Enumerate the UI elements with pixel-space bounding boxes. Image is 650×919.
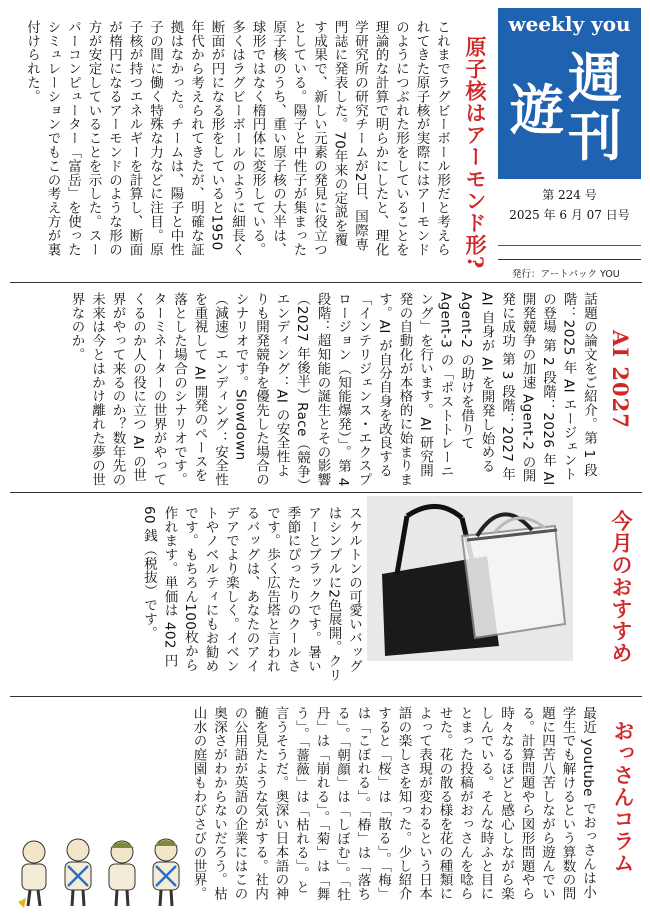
column-title: おっさんコラム <box>611 720 636 874</box>
recommend-body: スケルトンの可愛いバッグはシンプルに2色展開。クリアーとブラックです。暑い季節にぴったりのクールさです。歩く広告塔と言われるバッグは、あなたのアイデアでより楽しく。イベントやノベルティにもお勧めです。もちろん100枚から作れます。単価は 402 円 60 銭（税抜）です。 <box>141 506 362 682</box>
divider-3 <box>10 696 642 697</box>
ai2027-title: AI 2027 <box>608 330 633 429</box>
masthead-brand: weekly you <box>508 12 631 36</box>
nucleus-title: 原子核はアーモンド形? <box>463 36 488 270</box>
mascot-4 <box>153 839 179 906</box>
publisher-rule <box>498 259 641 260</box>
divider-1 <box>10 282 642 283</box>
mascot-3 <box>109 841 135 906</box>
masthead-kanji-3: 遊 <box>510 78 564 142</box>
recommend-title: 今月のおすすめ <box>609 510 634 664</box>
divider-2 <box>10 492 642 493</box>
mascot-2 <box>65 839 91 906</box>
masthead-kanji-2: 刊 <box>568 104 622 168</box>
issue-number: 第 224 号 <box>542 188 597 202</box>
issue-box <box>498 179 641 245</box>
publisher: 発行：アートパック YOU <box>512 269 620 280</box>
masthead-kanji-1: 週 <box>568 46 622 110</box>
column-body: 最近 youtube でおっさんは小学生でも解けるという算数の問題に四苦八苦しながら遊んでいる。計算問題やら図形問題やら時々なるほどと感心しながら楽しんでいる。そんな時ふと目にとまった投稿がおっさんを唸らせた。花の散る様を花の種類によって表現が変わるという日本語の楽しさを知った。少し紹介すると「桜」は「散る」。「梅」は「こぼれる」。「椿」は「落ちる」。「朝顔」は「しぼむ」。「牡丹」は「崩れる」。「菊」は「舞う」。「薔薇」は「枯れる」。と言うそうだ。奥深い日本語の神髄を見たような気がする。社内の公用語が英語の企業にはこの奥深さがわからないだろう。枯山水の庭園もわびさびの世界。 <box>190 706 596 902</box>
issue-date: 2025 年 6 月 07 日号 <box>509 208 630 222</box>
bag-photo-icon <box>367 496 573 661</box>
mascot-1 <box>18 841 46 908</box>
nucleus-body: これまでラグビーボール形だと考えられてきた原子核が実際にはアーモンドのようにつぶれた形をしていることを理論的な計算で明らかにしたと、理化学研究所の研究チームが2日、国際専門誌に発表した。70年来の定説を覆す成果で、新しい元素の発見に役立つとしている。陽子と中性子が集まった原子核のうち、重い原子核の大半は、球形ではなく楕円体に変形している。多くはラグビーボールのように細長く断面が円になる形をしていると1950年代から考えられてきたが、明確な証拠はなかった。チームは、陽子と中性子の間に働く特殊な力などに注目。原子核が持つエネルギーを計算し、断面が楕円になるアーモンドのような形の方が安定していることを示した。スーパーコンピューター「富岳」を使ったシミュレーションでもこの考え方が裏付けられた。 <box>24 20 450 257</box>
masthead <box>498 8 641 246</box>
ai2027-body: 話題の論文をご紹介。第 1 段階：2025 年 AI エージェントの登場 第 2 段階：2026 年 AI 開発競争の加速 Agent-2 の開発に成功 第 3 段階：2027 年 AI 自身が AI を開発し始める Agent-2 の助けを借りて Agent-3 の「ポストトレーニング」を行います。AI 研究開発の自動化が本格的に始まります。AI が自分自身を改良する「インテリジェンス・エクスプロージョン（知能爆発）」。第 4 段階：超知能の誕生とその影響（2027 年後半）Race（競争）エンディング：AI の安全性よりも開発競争を優先した場合のシナリオです。Slowdown（減速）エンディング：安全性を重視して AI 開発のペースを落とした場合のシナリオです。ターミネーターの世界がやってくるのか人の役に立つ AI の世界がやって来るのか？数年先の未来は今とはかけ離れた夢の世界なのか。 <box>68 292 597 487</box>
mascot-icon <box>10 836 190 912</box>
